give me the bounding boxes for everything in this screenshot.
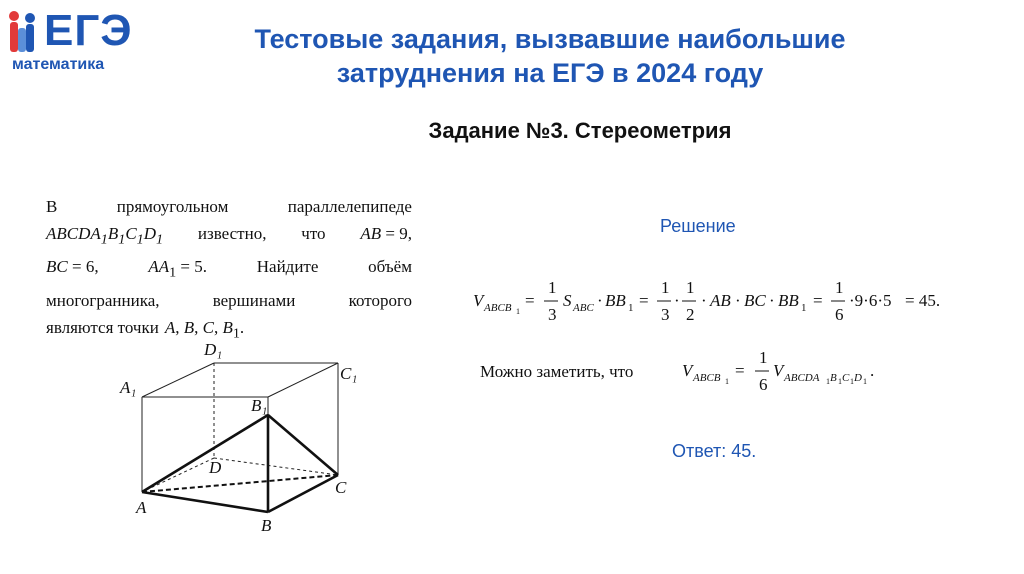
solution-label: Решение bbox=[660, 216, 736, 236]
problem-word: В bbox=[46, 197, 58, 216]
svg-text:1: 1 bbox=[863, 377, 867, 386]
svg-text:1: 1 bbox=[801, 302, 807, 314]
problem-word: известно, bbox=[197, 224, 267, 243]
problem-word: прямоугольном bbox=[116, 197, 229, 216]
ege-logo bbox=[4, 4, 164, 84]
svg-text:·: · bbox=[597, 291, 603, 310]
problem-line-4 bbox=[46, 287, 412, 314]
svg-text:1: 1 bbox=[516, 307, 520, 316]
math-points: A, B, C, $B_1$. bbox=[164, 317, 245, 342]
label-a1: A₁ bbox=[120, 378, 137, 397]
svg-text:1: 1 bbox=[548, 278, 557, 297]
svg-text:V: V bbox=[682, 361, 693, 380]
svg-text:ABC: ABC bbox=[573, 302, 594, 314]
svg-text:BB: BB bbox=[778, 291, 799, 310]
task-subtitle: Задание №3. Стереометрия bbox=[428, 118, 732, 143]
svg-text:=: = bbox=[525, 291, 535, 310]
svg-text:1: 1 bbox=[838, 377, 842, 386]
svg-text:1: 1 bbox=[686, 278, 695, 297]
svg-text:1: 1 bbox=[850, 377, 854, 386]
problem-word: Найдите bbox=[256, 257, 319, 277]
label-b1: B₁ bbox=[251, 396, 268, 415]
svg-text:=: = bbox=[735, 361, 745, 380]
math-aa1-eq: $AA_1 = 5$. bbox=[148, 257, 208, 281]
problem-word: объём bbox=[368, 257, 412, 277]
problem-word: которого bbox=[348, 290, 412, 310]
svg-text:BC: BC bbox=[744, 291, 766, 310]
parallelepiped-figure bbox=[118, 335, 378, 535]
problem-line-3 bbox=[46, 253, 412, 286]
svg-text:3: 3 bbox=[661, 305, 670, 324]
logo-subtitle: математика bbox=[12, 56, 105, 73]
ratio-formula bbox=[680, 344, 900, 400]
svg-text:.: . bbox=[870, 361, 875, 380]
svg-text:S: S bbox=[563, 291, 572, 310]
svg-text:C: C bbox=[842, 372, 850, 384]
svg-text:D: D bbox=[854, 372, 862, 384]
svg-text:1: 1 bbox=[826, 377, 830, 386]
svg-text:B: B bbox=[830, 372, 837, 384]
remark-text: Можно заметить, что bbox=[480, 362, 634, 381]
svg-text:·: · bbox=[769, 291, 775, 310]
logo-figures-icon bbox=[4, 8, 44, 60]
problem-word: являются точки bbox=[46, 317, 159, 337]
svg-text:1: 1 bbox=[661, 278, 670, 297]
label-b: B bbox=[261, 516, 272, 535]
math-ab-eq: AB = 9, bbox=[360, 224, 412, 243]
svg-text:2: 2 bbox=[686, 305, 695, 324]
label-a: A bbox=[136, 498, 147, 517]
pyramid-edges bbox=[142, 415, 338, 512]
label-d1: D₁ bbox=[204, 340, 223, 359]
math-abcda1b1c1d1: $ABCDA_1B_1C_1D_1$ bbox=[46, 224, 164, 248]
problem-statement bbox=[46, 193, 412, 347]
svg-text:=: = bbox=[813, 291, 823, 310]
svg-text:3: 3 bbox=[548, 305, 557, 324]
answer-text: Ответ: 45. bbox=[672, 441, 757, 461]
bc-value: 6, bbox=[85, 257, 99, 277]
aa1-value: 5. bbox=[194, 257, 208, 277]
svg-text:6: 6 bbox=[835, 305, 844, 324]
problem-word: параллелепипеде bbox=[287, 197, 412, 216]
volume-result: = 45. bbox=[905, 291, 941, 310]
logo-word: ЕГЭ bbox=[44, 6, 133, 55]
problem-word: вершинами bbox=[212, 290, 296, 310]
problem-word: многогранника, bbox=[46, 290, 160, 310]
svg-text:=: = bbox=[639, 291, 649, 310]
label-d: D bbox=[209, 458, 222, 477]
math-bc-eq: BC = 6, bbox=[46, 257, 99, 277]
ab-value: 9, bbox=[399, 224, 412, 243]
label-c1: C₁ bbox=[340, 364, 358, 383]
svg-text:V: V bbox=[773, 361, 784, 380]
svg-text:ABCB: ABCB bbox=[693, 372, 721, 384]
svg-text:V: V bbox=[473, 291, 484, 310]
svg-text:AB: AB bbox=[710, 291, 731, 310]
svg-text:·9·6·5: ·9·6·5 bbox=[849, 291, 892, 310]
page-title bbox=[200, 22, 900, 90]
title-line-2: затруднения на ЕГЭ в 2024 году bbox=[336, 58, 764, 88]
svg-text:ABCB: ABCB bbox=[484, 302, 512, 314]
svg-text:1: 1 bbox=[725, 377, 729, 386]
problem-word: что bbox=[301, 224, 326, 243]
title-line-1: Тестовые задания, вызвавшие наибольшие bbox=[254, 24, 846, 54]
svg-text:BB: BB bbox=[605, 291, 626, 310]
svg-text:ABCDA: ABCDA bbox=[784, 372, 820, 384]
svg-text:6: 6 bbox=[759, 375, 768, 394]
svg-text:1: 1 bbox=[628, 302, 634, 314]
volume-formula bbox=[473, 272, 1003, 332]
svg-text:·: · bbox=[735, 291, 741, 310]
svg-text:1: 1 bbox=[835, 278, 844, 297]
svg-text:·: · bbox=[674, 291, 680, 310]
problem-line-1 bbox=[46, 193, 412, 220]
svg-text:·: · bbox=[701, 291, 707, 310]
svg-text:1: 1 bbox=[759, 348, 768, 367]
problem-line-2 bbox=[46, 220, 412, 253]
label-c: C bbox=[335, 478, 347, 497]
